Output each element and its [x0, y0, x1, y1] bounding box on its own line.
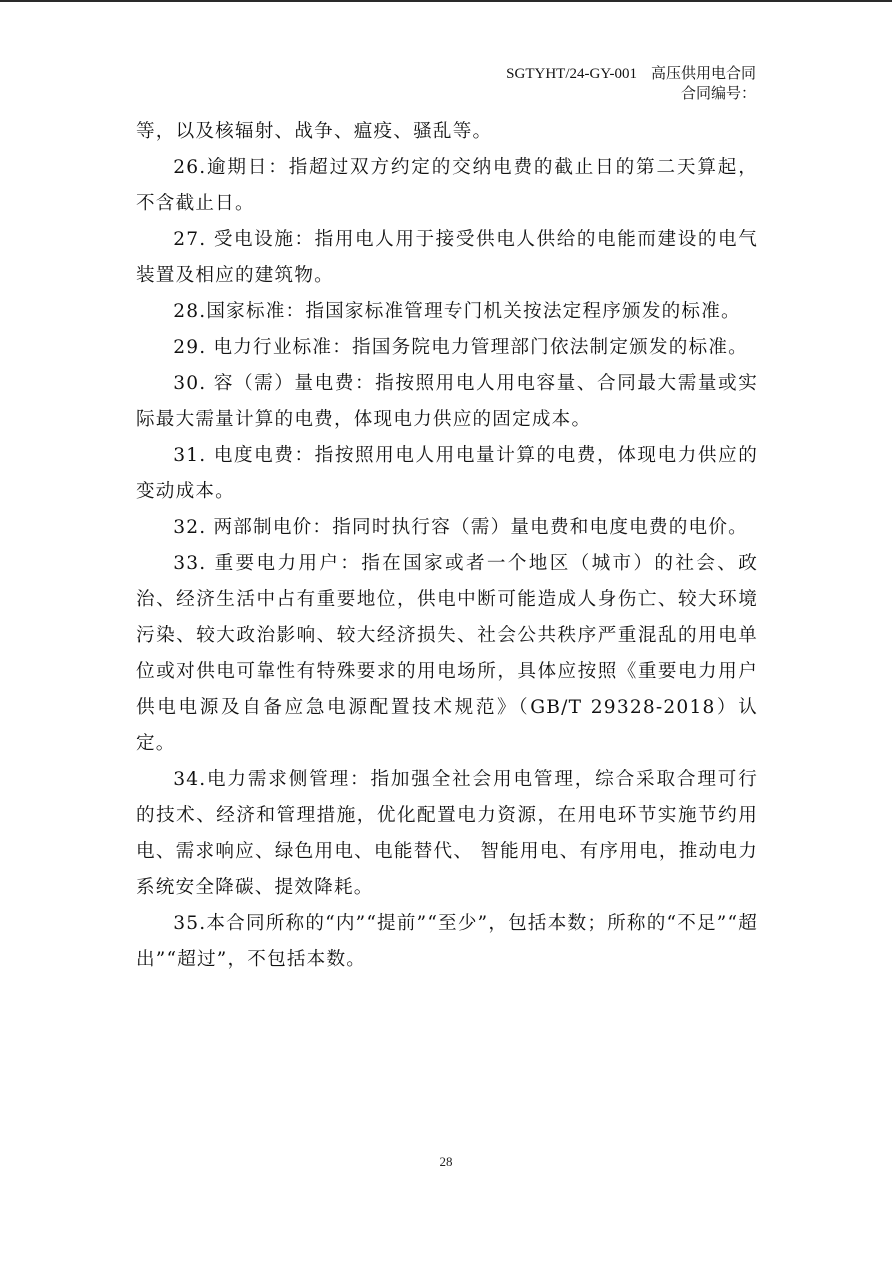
- paragraph: 等，以及核辐射、战争、瘟疫、骚乱等。: [136, 121, 493, 142]
- paragraph-definition-29: 29. 电力行业标准：指国务院电力管理部门依法制定颁发的标准。: [173, 337, 748, 358]
- paragraph-definition-35: 35.本合同所称的“内”“提前”“至少”，包括本数；所称的“不足”“超出”“超过”，不包括本数。: [136, 913, 758, 970]
- document-body: [136, 114, 758, 978]
- contract-number-label: 合同编号：: [680, 86, 756, 102]
- paragraph-definition-34: 34.电力需求侧管理：指加强全社会用电管理，综合采取合理可行的技术、经济和管理措施，优化配置电力资源，在用电环节实施节约用电、需求响应、绿色用电、电能替代、 智能用电、有序用电，推动电力系统安全降碳、提效降耗。: [136, 769, 758, 898]
- paragraph-definition-28: 28.国家标准：指国家标准管理专门机关按法定程序颁发的标准。: [173, 301, 741, 322]
- document-code: SGTYHT/24-GY-001: [506, 66, 637, 82]
- paragraph-definition-32: 32. 两部制电价：指同时执行容（需）量电费和电度电费的电价。: [173, 517, 748, 538]
- document-title: 高压供用电合同: [650, 66, 756, 82]
- paragraph-definition-30: 30. 容（需）量电费：指按照用电人用电容量、合同最大需量或实际最大需量计算的电费，体现电力供应的固定成本。: [136, 373, 758, 430]
- paragraph-definition-33: 33. 重要电力用户：指在国家或者一个地区（城市）的社会、政治、经济生活中占有重要地位，供电中断可能造成人身伤亡、较大环境污染、较大政治影响、较大经济损失、社会公共秩序严重混乱的用电单位或对供电可靠性有特殊要求的用电场所，具体应按照《重要电力用户供电电源及自备应急电源配置技术规范》（GB/T 29328-2018）认定。: [136, 553, 758, 754]
- paragraph-definition-31: 31. 电度电费：指按照用电人用电量计算的电费，体现电力供应的变动成本。: [136, 445, 758, 502]
- page-header: [506, 64, 756, 104]
- paragraph-definition-26: 26.逾期日：指超过双方约定的交纳电费的截止日的第二天算起，不含截止日。: [136, 157, 758, 214]
- header-line: [506, 64, 756, 84]
- paragraph-definition-27: 27. 受电设施：指用电人用于接受供电人供给的电能而建设的电气装置及相应的建筑物。: [136, 229, 758, 286]
- page-number: 28: [439, 1154, 453, 1169]
- top-border-line: [0, 0, 892, 2]
